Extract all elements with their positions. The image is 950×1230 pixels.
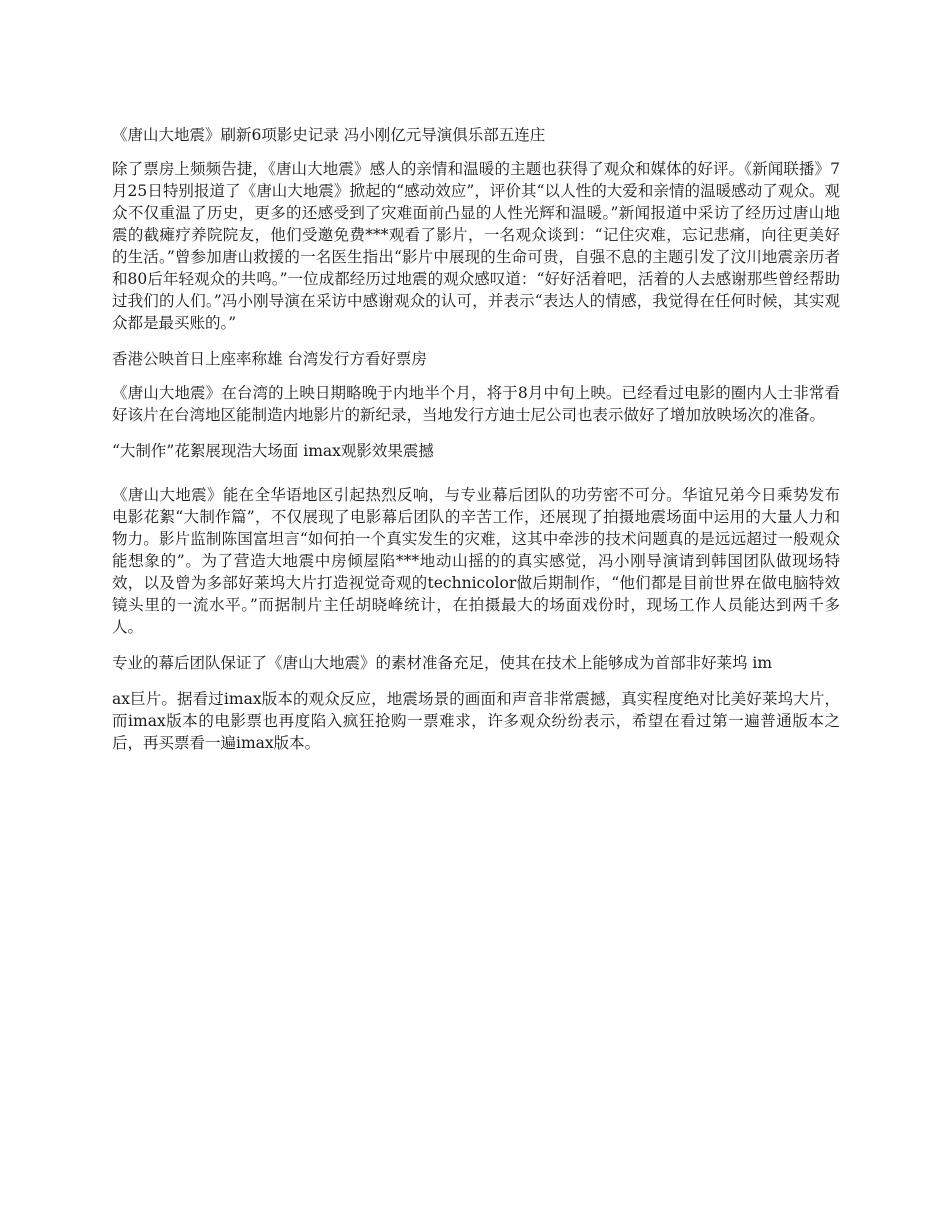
section-heading-hongkong-taiwan: 香港公映首日上座率称雄 台湾发行方看好票房 xyxy=(112,350,427,368)
section-heading-record: 《唐山大地震》刷新6项影史记录 冯小刚亿元导演俱乐部五连庄 xyxy=(112,126,546,144)
paragraph-taiwan-release: 《唐山大地震》在台湾的上映日期略晚于内地半个月，将于8月中旬上映。已经看过电影的圈内人士非常看好该片在台湾地区能制造内地影片的新纪录，当地发行方迪士尼公司也表示做好了增加放映场次的准备。 xyxy=(112,384,840,424)
paragraph-technical-prep: 专业的幕后团队保证了《唐山大地震》的素材准备充足，使其在技术上能够成为首部非好莱坞 im xyxy=(112,654,773,672)
paragraph-production-team: 《唐山大地震》能在全华语地区引起热烈反响，与专业幕后团队的功劳密不可分。华谊兄弟今日乘势发布电影花絮“大制作篇”，不仅展现了电影幕后团队的辛苦工作，还展现了拍摄地震场面中运用的大量人力和物力。影片监制陈国富坦言“如何拍一个真实发生的灾难，这其中牵涉的技术问题真的是远远超过一般观众能想象的”。为了营造大地震中房倾屋陷***地动山摇的的真实感觉，冯小刚导演请到韩国团队做现场特效，以及曾为多部好莱坞大片打造视觉奇观的technicolor做后期制作，“他们都是目前世界在做电脑特效镜头里的一流水平。”而据制片主任胡晓峰统计，在拍摄最大的场面戏份时，现场工作人员能达到两千多人。 xyxy=(112,486,840,636)
section-heading-production: “大制作”花絮展现浩大场面 imax观影效果震撼 xyxy=(112,442,434,460)
paragraph-imax-reaction: ax巨片。据看过imax版本的观众反应，地震场景的画面和声音非常震撼，真实程度绝对比美好莱坞大片，而imax版本的电影票也再度陷入疯狂抢购一票难求，许多观众纷纷表示，希望在看过第一遍普通版本之后，再买票看一遍imax版本。 xyxy=(112,690,840,752)
paragraph-box-office-reviews: 除了票房上频频告捷，《唐山大地震》感人的亲情和温暖的主题也获得了观众和媒体的好评。《新闻联播》7月25日特别报道了《唐山大地震》掀起的“感动效应”，评价其“以人性的大爱和亲情的温暖感动了观众。观众不仅重温了历史，更多的还感受到了灾难面前凸显的人性光辉和温暖。”新闻报道中采访了经历过唐山地震的截瘫疗养院院友，他们受邀免费***观看了影片，一名观众谈到：“记住灾难，忘记悲痛，向往更美好的生活。”曾参加唐山救援的一名医生指出“影片中展现的生命可贵，自强不息的主题引发了汶川地震亲历者和80后年轻观众的共鸣。”一位成都经历过地震的观众感叹道：“好好活着吧，活着的人去感谢那些曾经帮助过我们的人们。”冯小刚导演在采访中感谢观众的认可，并表示“表达人的情感，我觉得在任何时候，其实观众都是最买账的。” xyxy=(112,160,840,332)
document-page xyxy=(112,124,840,768)
